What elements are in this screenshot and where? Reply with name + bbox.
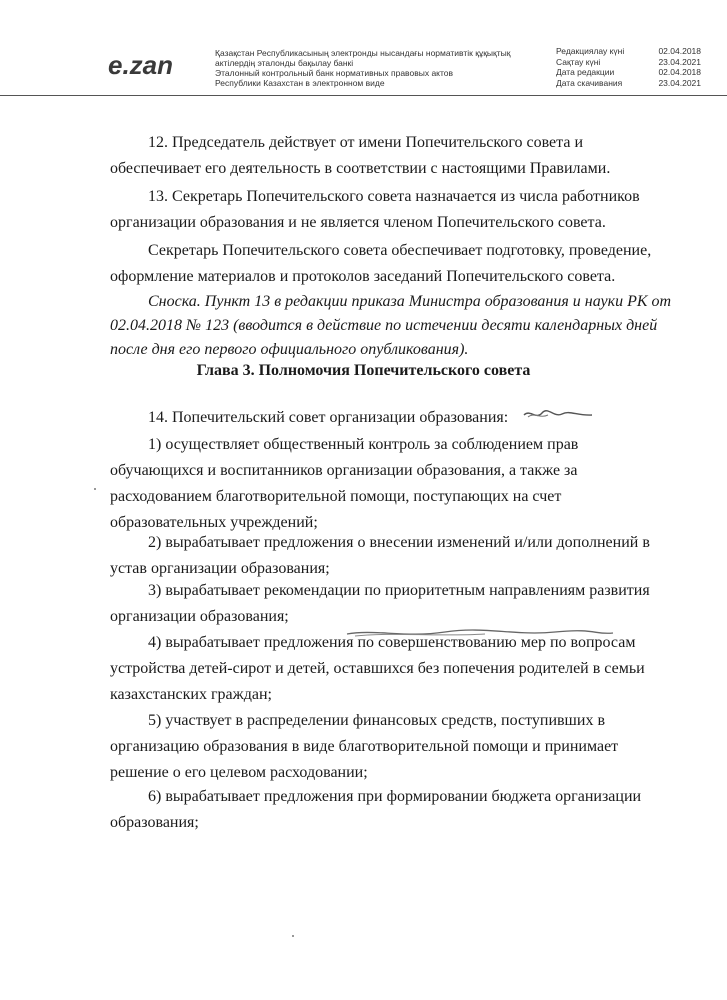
item-text: 6) вырабатывает предложения при формировании бюджета организации — [148, 788, 642, 805]
item-text: 4) вырабатывает предложения по совершенствованию мер по вопросам — [148, 634, 636, 651]
handwritten-scribble — [345, 627, 615, 639]
paragraph-line — [110, 405, 685, 431]
footnote-line: 02.04.2018 № 123 (вводится в действие по истечении десяти календарных дней — [110, 317, 658, 334]
item-line: устав организации образования; — [110, 560, 330, 577]
meta-value: 23.04.2021 — [658, 56, 701, 67]
footnote-text: Сноска. Пункт 13 в редакции приказа Министра образования и науки РК от — [148, 293, 672, 310]
paragraph-line — [110, 184, 685, 210]
footnote-line — [110, 290, 685, 314]
item-text: 3) вырабатывает рекомендации по приоритетным направлениям развития — [148, 582, 650, 599]
footnote — [110, 290, 685, 362]
paragraph-text: 14. Попечительский совет организации образования: — [148, 409, 509, 426]
ezan-logo: e.zan — [108, 50, 174, 80]
paragraph-12 — [110, 130, 685, 182]
item-line: устройства детей-сирот и детей, оставшихся без попечения родителей в семьи — [110, 660, 645, 677]
paragraph-text: 13. Секретарь Попечительского совета назначается из числа работников — [148, 188, 640, 205]
paragraph-text: 12. Председатель действует от имени Попечительского совета и — [148, 134, 584, 151]
meta-label: Дата редакции — [556, 67, 615, 77]
paragraph-line — [110, 130, 685, 156]
item-1 — [110, 432, 685, 536]
item-line: образования; — [110, 814, 199, 831]
item-line: организации образования; — [110, 608, 289, 625]
item-line: решение о его целевом расходовании; — [110, 764, 368, 781]
header-desc-line: Эталонный контрольный банк нормативных правовых актов — [215, 68, 454, 78]
item-line: казахстанских граждан; — [110, 686, 272, 703]
meta-value: 02.04.2018 — [658, 46, 701, 56]
item-text: 2) вырабатывает предложения о внесении изменений и/или дополнений в — [148, 534, 650, 551]
item-5 — [110, 708, 685, 786]
footnote-line: после дня его первого официального опубликования). — [110, 341, 469, 358]
handwritten-scribble — [522, 406, 594, 422]
paragraph-text: Секретарь Попечительского совета обеспечивает подготовку, проведение, — [148, 242, 652, 259]
paragraph-13-secretary — [110, 238, 685, 290]
item-line — [110, 578, 685, 604]
meta-label: Дата скачивания — [556, 77, 623, 88]
header-description — [215, 48, 535, 88]
item-text: 5) участвует в распределении финансовых средств, поступивших в — [148, 712, 605, 729]
item-text: 1) осуществляет общественный контроль за соблюдением прав — [148, 436, 579, 453]
paragraph-14 — [110, 405, 685, 431]
header-desc-line: актілердің эталонды бақылау банкі — [215, 58, 354, 68]
item-line: образовательных учреждений; — [110, 514, 318, 531]
document-header — [0, 0, 727, 100]
meta-value: 02.04.2018 — [658, 67, 701, 77]
scan-speck — [94, 488, 96, 490]
paragraph-line: организации образования и не является членом Попечительского совета. — [110, 214, 606, 231]
item-line: организацию образования в виде благотворительной помощи и принимает — [110, 738, 619, 755]
item-4 — [110, 630, 685, 708]
header-desc-line: Республики Казахстан в электронном виде — [215, 78, 385, 88]
header-desc-line: Қазақстан Республикасының электронды нысандағы нормативтік құқықтық — [215, 48, 511, 58]
meta-label: Редакциялау күні — [556, 46, 625, 56]
item-line — [110, 432, 685, 458]
header-meta — [556, 46, 701, 88]
item-6 — [110, 784, 685, 836]
paragraph-line: оформление материалов и протоколов заседаний Попечительского совета. — [110, 268, 616, 285]
paragraph-line — [110, 238, 685, 264]
meta-label: Сақтау күні — [556, 56, 601, 67]
item-line — [110, 530, 685, 556]
item-3 — [110, 578, 685, 630]
meta-row — [556, 67, 701, 78]
paragraph-line: обеспечивает его деятельность в соответствии с настоящими Правилами. — [110, 160, 611, 177]
header-divider — [0, 95, 727, 96]
item-line: обучающихся и воспитанников организации образования, а также за — [110, 462, 578, 479]
meta-row — [556, 57, 701, 68]
item-line — [110, 784, 685, 810]
paragraph-13 — [110, 184, 685, 236]
item-line — [110, 708, 685, 734]
chapter-heading: Глава 3. Полномочия Попечительского совета — [196, 362, 531, 379]
item-line: расходованием благотворительной помощи, поступающих на счет — [110, 488, 562, 505]
meta-row — [556, 46, 701, 57]
meta-row — [556, 78, 701, 89]
scan-speck — [292, 935, 294, 937]
item-2 — [110, 530, 685, 582]
meta-value: 23.04.2021 — [658, 77, 701, 88]
